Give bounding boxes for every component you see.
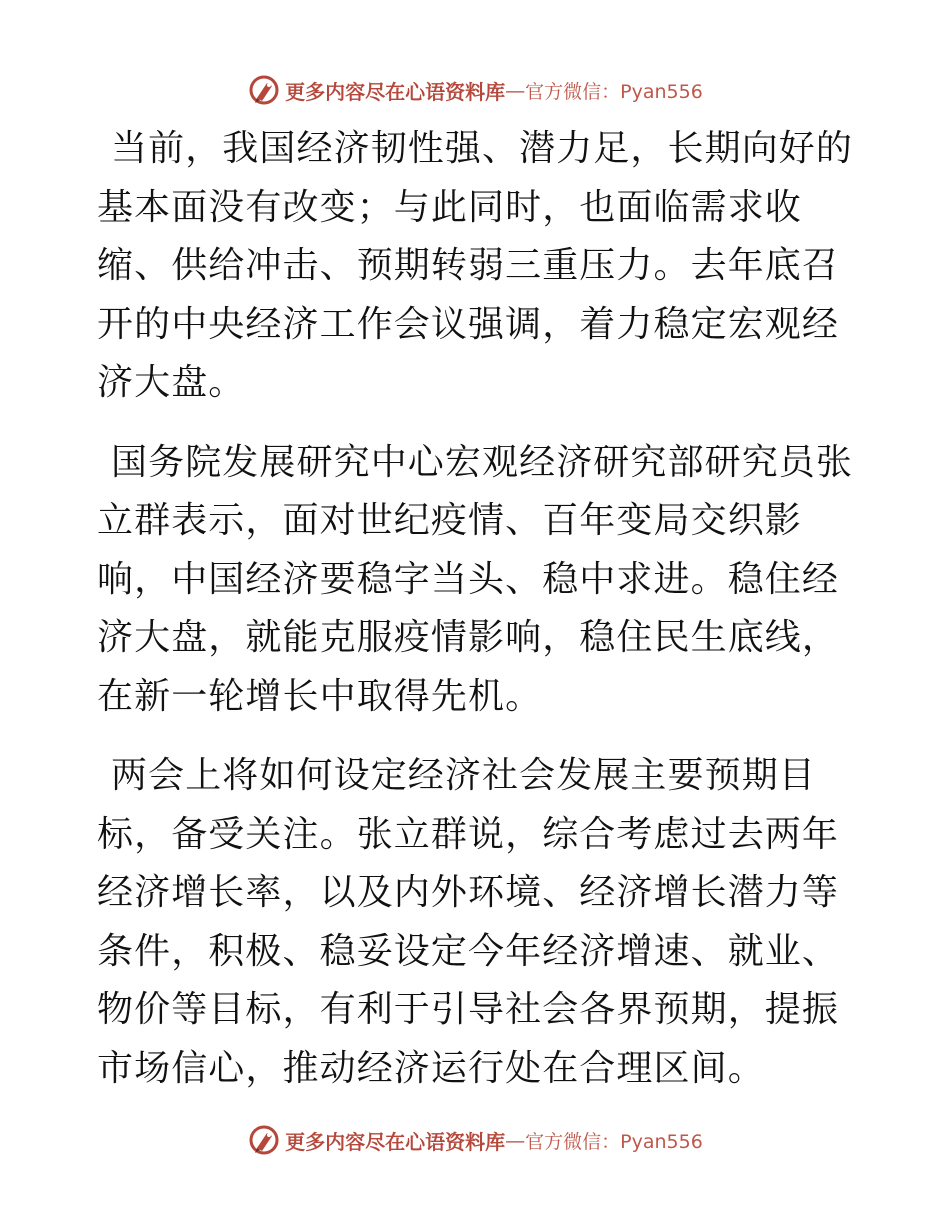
header-separator: — xyxy=(505,78,526,102)
footer-separator: — xyxy=(505,1128,526,1152)
pen-logo-icon xyxy=(247,73,281,107)
pen-logo-icon xyxy=(247,1123,281,1157)
article-body xyxy=(97,120,857,1119)
paragraph-3: 两会上将如何设定经济社会发展主要预期目标，备受关注。张立群说，综合考虑过去两年经济增长率，以及内外环境、经济增长潜力等条件，积极、稳妥设定今年经济增速、就业、物价等目标，有利于引导社会各界预期，提振市场信心，推动经济运行处在合理区间。 xyxy=(97,755,840,1089)
header-contact-text: 官方微信：Pyan556 xyxy=(525,80,703,103)
footer-brand-text: 更多内容尽在心语资料库 xyxy=(285,1129,506,1154)
paragraph-1: 当前，我国经济韧性强、潜力足，长期向好的基本面没有改变；与此同时，也面临需求收缩、供给冲击、预期转弱三重压力。去年底召开的中央经济工作会议强调，着力稳定宏观经济大盘。 xyxy=(97,128,854,403)
header-brand-text: 更多内容尽在心语资料库 xyxy=(285,79,506,104)
paragraph-2: 国务院发展研究中心宏观经济研究部研究员张立群表示，面对世纪疫情、百年变局交织影响，中国经济要稳字当头、稳中求进。稳住经济大盘，就能克服疫情影响，稳住民生底线，在新一轮增长中取得先机。 xyxy=(97,441,854,717)
footer-contact-text: 官方微信：Pyan556 xyxy=(525,1130,703,1153)
header-banner xyxy=(0,70,950,110)
footer-banner xyxy=(0,1120,950,1160)
